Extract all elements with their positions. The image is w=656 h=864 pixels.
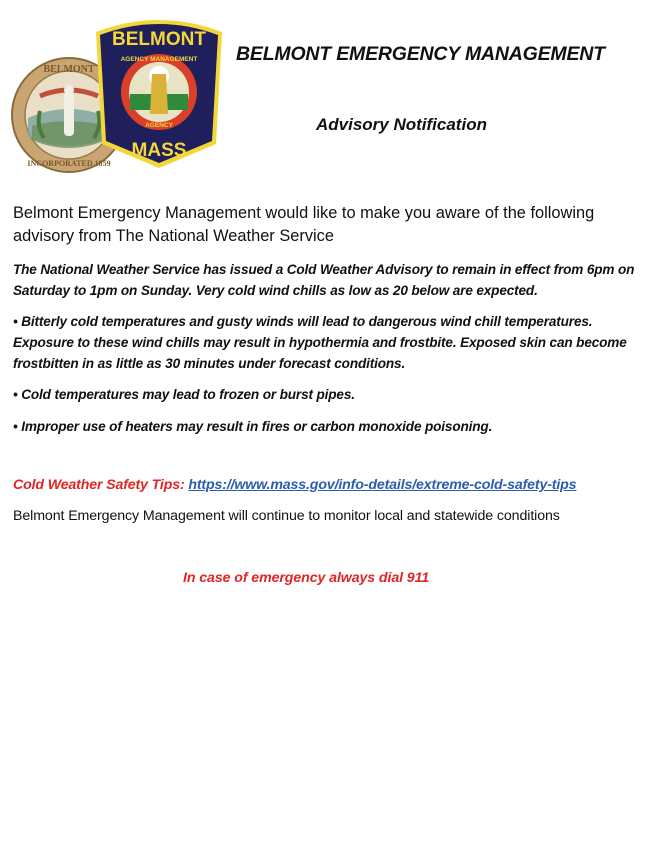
logo-group (6, 10, 232, 170)
emergency-notice: In case of emergency always dial 911 (183, 570, 430, 586)
intro-paragraph: Belmont Emergency Management would like to make you aware of the following advisory from The National Weather Service (13, 204, 595, 245)
advisory-paragraph: The National Weather Service has issued a Cold Weather Advisory to remain in effect from 6pm on Saturday to 1pm on Sunday. Very cold wind chills as low as 20 below are expected. (13, 262, 635, 298)
patch-bottom-text: MASS (131, 140, 187, 161)
safety-tips-label: Cold Weather Safety Tips: (13, 477, 185, 493)
patch-ring-top-text: AGENCY MANAGEMENT (120, 56, 198, 63)
page-title: BELMONT EMERGENCY MANAGEMENT (236, 43, 605, 65)
bullet-item: • Cold temperatures may lead to frozen or burst pipes. (13, 387, 355, 402)
page-subtitle: Advisory Notification (316, 115, 487, 134)
emergency-management-patch-icon (88, 14, 230, 170)
seal-bottom-text: INCORPORATED 1859 (27, 159, 111, 168)
patch-top-text: BELMONT (112, 29, 206, 50)
safety-tips-link[interactable]: https://www.mass.gov/info-details/extreme-cold-safety-tips (188, 477, 577, 493)
bullet-item: • Improper use of heaters may result in fires or carbon monoxide poisoning. (13, 419, 493, 434)
seal-top-text: BELMONT (43, 64, 95, 75)
safety-tips-line (13, 477, 576, 493)
patch-ring-bottom-text: AGENCY (145, 122, 173, 129)
monitor-statement: Belmont Emergency Management will continue to monitor local and statewide conditions (13, 508, 560, 524)
bullet-item: • Bitterly cold temperatures and gusty winds will lead to dangerous wind chill temperatures. Exposure to these wind chills may result in hypothermia and frostbite. Exposed skin can become frostbitten in as little as 30 minutes under forecast conditions. (13, 314, 627, 371)
